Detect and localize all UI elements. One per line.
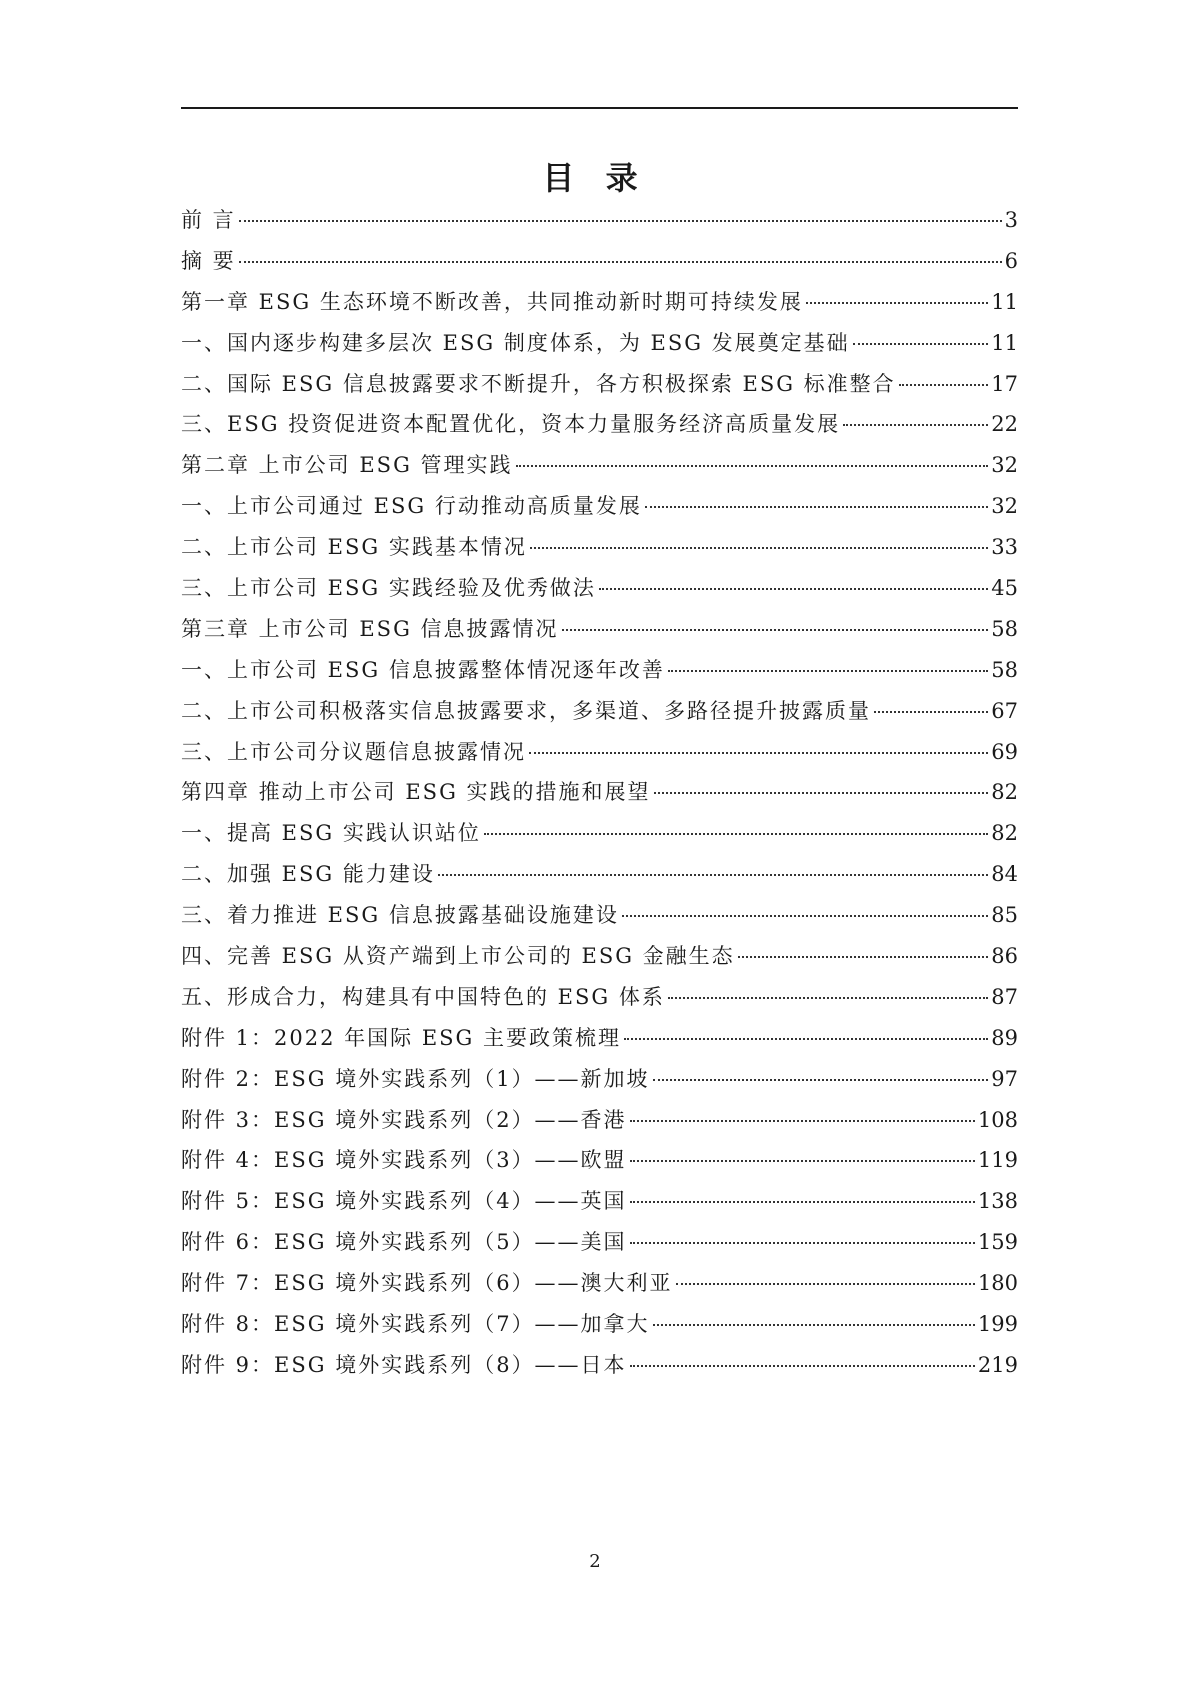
toc-dot-leader xyxy=(599,588,988,590)
toc-dot-leader xyxy=(630,1160,975,1162)
toc-dot-leader xyxy=(630,1120,975,1122)
toc-entry-label: 附件 8：ESG 境外实践系列（7）——加拿大 xyxy=(181,1312,650,1337)
toc-entry-label: 二、加强 ESG 能力建设 xyxy=(181,862,435,887)
toc-dot-leader xyxy=(438,874,988,876)
toc-entry[interactable] xyxy=(181,204,1018,245)
toc-entry-label: 附件 9：ESG 境外实践系列（8）——日本 xyxy=(181,1352,627,1377)
toc-dot-leader xyxy=(630,1201,975,1203)
toc-entry[interactable] xyxy=(181,572,1018,613)
toc-entry-page: 11 xyxy=(991,289,1018,314)
toc-entry-label: 第四章 推动上市公司 ESG 实践的措施和展望 xyxy=(181,780,651,805)
toc-entry-label: 二、国际 ESG 信息披露要求不断提升，各方积极探索 ESG 标准整合 xyxy=(181,371,896,396)
toc-entry[interactable] xyxy=(181,899,1018,940)
toc-entry-label: 三、上市公司 ESG 实践经验及优秀做法 xyxy=(181,576,596,601)
toc-entry-label: 附件 5：ESG 境外实践系列（4）——英国 xyxy=(181,1189,627,1214)
toc-entry-label: 三、着力推进 ESG 信息披露基础设施建设 xyxy=(181,903,619,928)
toc-entry[interactable] xyxy=(181,245,1018,286)
toc-entry-label: 三、上市公司分议题信息披露情况 xyxy=(181,739,526,764)
toc-entry[interactable] xyxy=(181,286,1018,327)
toc-entry-page: 119 xyxy=(977,1148,1018,1173)
toc-dot-leader xyxy=(239,261,1002,263)
toc-dot-leader xyxy=(843,424,988,426)
toc-entry-page: 82 xyxy=(991,821,1018,846)
toc-dot-leader xyxy=(738,956,989,958)
toc-entry-page: 33 xyxy=(991,535,1018,560)
toc-entry[interactable] xyxy=(181,981,1018,1022)
toc-dot-leader xyxy=(874,711,988,713)
toc-entry-page: 45 xyxy=(991,576,1018,601)
toc-entry-label: 第一章 ESG 生态环境不断改善，共同推动新时期可持续发展 xyxy=(181,289,803,314)
toc-entry[interactable] xyxy=(181,940,1018,981)
toc-entry[interactable] xyxy=(181,817,1018,858)
toc-entry-label: 附件 2：ESG 境外实践系列（1）——新加坡 xyxy=(181,1066,650,1091)
toc-dot-leader xyxy=(622,915,988,917)
toc-dot-leader xyxy=(530,547,988,549)
toc-entry-label: 附件 3：ESG 境外实践系列（2）——香港 xyxy=(181,1107,627,1132)
toc-entry-label: 附件 4：ESG 境外实践系列（3）——欧盟 xyxy=(181,1148,627,1173)
toc-entry-label: 一、上市公司通过 ESG 行动推动高质量发展 xyxy=(181,494,642,519)
toc-entry[interactable] xyxy=(181,1185,1018,1226)
toc-entry-label: 附件 7：ESG 境外实践系列（6）——澳大利亚 xyxy=(181,1271,673,1296)
toc-dot-leader xyxy=(806,302,988,304)
toc-entry-page: 67 xyxy=(991,698,1018,723)
toc-entry-page: 3 xyxy=(1004,208,1018,232)
toc-entry-label: 前 言 xyxy=(181,208,236,232)
toc-entry[interactable] xyxy=(181,408,1018,449)
toc-entry-label: 第二章 上市公司 ESG 管理实践 xyxy=(181,453,513,478)
toc-entry-page: 84 xyxy=(991,862,1018,887)
toc-entry-page: 58 xyxy=(991,657,1018,682)
toc-dot-leader xyxy=(668,670,988,672)
toc-entry-page: 22 xyxy=(991,412,1018,437)
toc-entry-label: 第三章 上市公司 ESG 信息披露情况 xyxy=(181,616,559,641)
toc-dot-leader xyxy=(239,220,1002,222)
toc-entry-label: 三、ESG 投资促进资本配置优化，资本力量服务经济高质量发展 xyxy=(181,412,841,437)
toc-entry[interactable] xyxy=(181,1267,1018,1308)
toc-entry[interactable] xyxy=(181,368,1018,409)
toc-entry-page: 17 xyxy=(991,371,1018,396)
toc-entry-page: 32 xyxy=(991,453,1018,478)
toc-dot-leader xyxy=(654,792,989,794)
toc-entry-label: 二、上市公司积极落实信息披露要求，多渠道、多路径提升披露质量 xyxy=(181,698,871,723)
toc-dot-leader xyxy=(668,997,988,999)
toc-entry-label: 一、提高 ESG 实践认识站位 xyxy=(181,821,481,846)
toc-list xyxy=(181,204,1018,1390)
toc-entry-page: 6 xyxy=(1004,248,1018,273)
toc-entry-page: 199 xyxy=(977,1312,1018,1337)
toc-entry-page: 97 xyxy=(991,1066,1018,1091)
toc-dot-leader xyxy=(676,1283,975,1285)
toc-entry[interactable] xyxy=(181,1104,1018,1145)
toc-entry[interactable] xyxy=(181,613,1018,654)
toc-entry[interactable] xyxy=(181,1063,1018,1104)
toc-entry-label: 附件 6：ESG 境外实践系列（5）——美国 xyxy=(181,1230,627,1255)
toc-entry[interactable] xyxy=(181,858,1018,899)
toc-entry-page: 85 xyxy=(991,903,1018,928)
toc-entry-page: 138 xyxy=(977,1189,1018,1214)
toc-dot-leader xyxy=(653,1079,989,1081)
toc-dot-leader xyxy=(645,506,988,508)
toc-dot-leader xyxy=(529,752,988,754)
toc-entry-label: 四、完善 ESG 从资产端到上市公司的 ESG 金融生态 xyxy=(181,944,735,969)
toc-entry-page: 69 xyxy=(991,739,1018,764)
toc-entry-label: 二、上市公司 ESG 实践基本情况 xyxy=(181,535,527,560)
toc-dot-leader xyxy=(653,1324,975,1326)
toc-entry-page: 86 xyxy=(991,944,1018,969)
toc-entry-page: 11 xyxy=(991,330,1018,355)
toc-entry[interactable] xyxy=(181,327,1018,368)
toc-dot-leader xyxy=(624,1038,988,1040)
toc-dot-leader xyxy=(853,343,989,345)
toc-dot-leader xyxy=(630,1365,975,1367)
toc-entry-page: 32 xyxy=(991,494,1018,519)
toc-entry-label: 五、形成合力，构建具有中国特色的 ESG 体系 xyxy=(181,984,665,1009)
toc-entry-label: 一、上市公司 ESG 信息披露整体情况逐年改善 xyxy=(181,657,665,682)
toc-dot-leader xyxy=(484,833,988,835)
toc-entry[interactable] xyxy=(181,654,1018,695)
toc-entry-page: 159 xyxy=(977,1230,1018,1255)
toc-entry-page: 219 xyxy=(977,1352,1018,1377)
page-number: 2 xyxy=(589,1551,601,1572)
toc-entry[interactable] xyxy=(181,776,1018,817)
toc-entry-page: 58 xyxy=(991,616,1018,641)
toc-dot-leader xyxy=(562,629,989,631)
toc-entry[interactable] xyxy=(181,1022,1018,1063)
toc-title: 目 录 xyxy=(542,159,648,197)
toc-entry[interactable] xyxy=(181,449,1018,490)
toc-entry-page: 89 xyxy=(991,1025,1018,1050)
toc-dot-leader xyxy=(899,384,989,386)
toc-entry-label: 附件 1：2022 年国际 ESG 主要政策梳理 xyxy=(181,1025,621,1050)
toc-entry-label: 摘 要 xyxy=(181,248,236,273)
toc-entry[interactable] xyxy=(181,531,1018,572)
header-rule xyxy=(181,107,1018,109)
toc-entry-page: 82 xyxy=(991,780,1018,805)
toc-dot-leader xyxy=(516,465,989,467)
toc-entry-label: 一、国内逐步构建多层次 ESG 制度体系，为 ESG 发展奠定基础 xyxy=(181,330,850,355)
toc-dot-leader xyxy=(630,1242,975,1244)
toc-entry[interactable] xyxy=(181,695,1018,736)
toc-entry-page: 180 xyxy=(977,1271,1018,1296)
toc-entry-page: 108 xyxy=(977,1107,1018,1132)
toc-entry-page: 87 xyxy=(991,984,1018,1009)
toc-entry[interactable] xyxy=(181,1349,1018,1390)
toc-entry[interactable] xyxy=(181,490,1018,531)
toc-entry[interactable] xyxy=(181,1226,1018,1267)
toc-entry[interactable] xyxy=(181,736,1018,777)
toc-entry[interactable] xyxy=(181,1308,1018,1349)
toc-entry[interactable] xyxy=(181,1144,1018,1185)
